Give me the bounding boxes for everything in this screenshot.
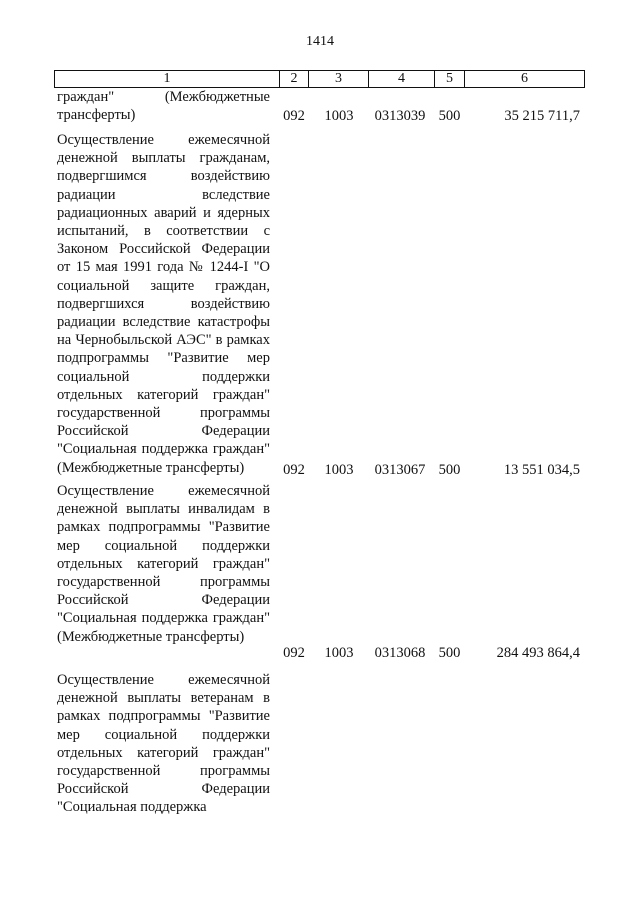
header-col-2: 2 — [280, 71, 309, 88]
row-amount: 284 493 864,4 — [496, 645, 580, 661]
header-col-6: 6 — [465, 71, 585, 88]
row-section-code: 1003 — [324, 108, 354, 124]
row-amount: 13 551 034,5 — [503, 462, 580, 478]
row-ministry-code: 092 — [283, 108, 305, 124]
table-header — [54, 70, 585, 88]
header-col-4: 4 — [369, 71, 435, 88]
header-col-5: 5 — [435, 71, 465, 88]
row-section-code: 1003 — [324, 462, 354, 478]
row-target-code: 0313039 — [374, 108, 426, 124]
row-amount: 35 215 711,7 — [504, 108, 580, 124]
header-col-3: 3 — [309, 71, 369, 88]
row-section-code: 1003 — [324, 645, 354, 661]
row-expense-type: 500 — [438, 645, 461, 661]
row-target-code: 0313067 — [374, 462, 426, 478]
row-target-code: 0313068 — [374, 645, 426, 661]
row-description: Осуществление ежемесячной денежной выплаты инвалидам в рамках подпрограммы "Развитие мер социальной поддержки отдельных категорий граждан" государственной программы Российской Федерации "Социальная поддержка граждан" (Межбюджетные трансферты) — [57, 483, 270, 645]
row-description: Осуществление ежемесячной денежной выплаты гражданам, подвергшимся воздействию радиации вследствие радиационных аварий и ядерных испытаний, в соответствии с Законом Российской Федерации от 15 мая 1991 года № 1244-I "О социальной защите граждан, подвергшихся воздействию радиации вследствие катастрофы на Чернобыльской АЭС" в рамках подпрограммы "Развитие мер социальной поддержки отдельных категорий граждан" государственной программы Российской Федерации "Социальная поддержка граждан" (Межбюджетные трансферты) — [57, 132, 270, 476]
row-description: Осуществление ежемесячной денежной выплаты ветеранам в рамках подпрограммы "Развитие мер социальной поддержки отдельных категорий граждан" государственной программы Российской Федерации "Социальная поддержка — [57, 672, 270, 816]
row-expense-type: 500 — [438, 462, 461, 478]
header-col-1: 1 — [55, 71, 280, 88]
row-ministry-code: 092 — [283, 462, 305, 478]
page-number: 1414 — [306, 34, 334, 49]
row-description: граждан" (Межбюджетные трансферты) — [57, 89, 270, 124]
row-ministry-code: 092 — [283, 645, 305, 661]
row-expense-type: 500 — [438, 108, 461, 124]
